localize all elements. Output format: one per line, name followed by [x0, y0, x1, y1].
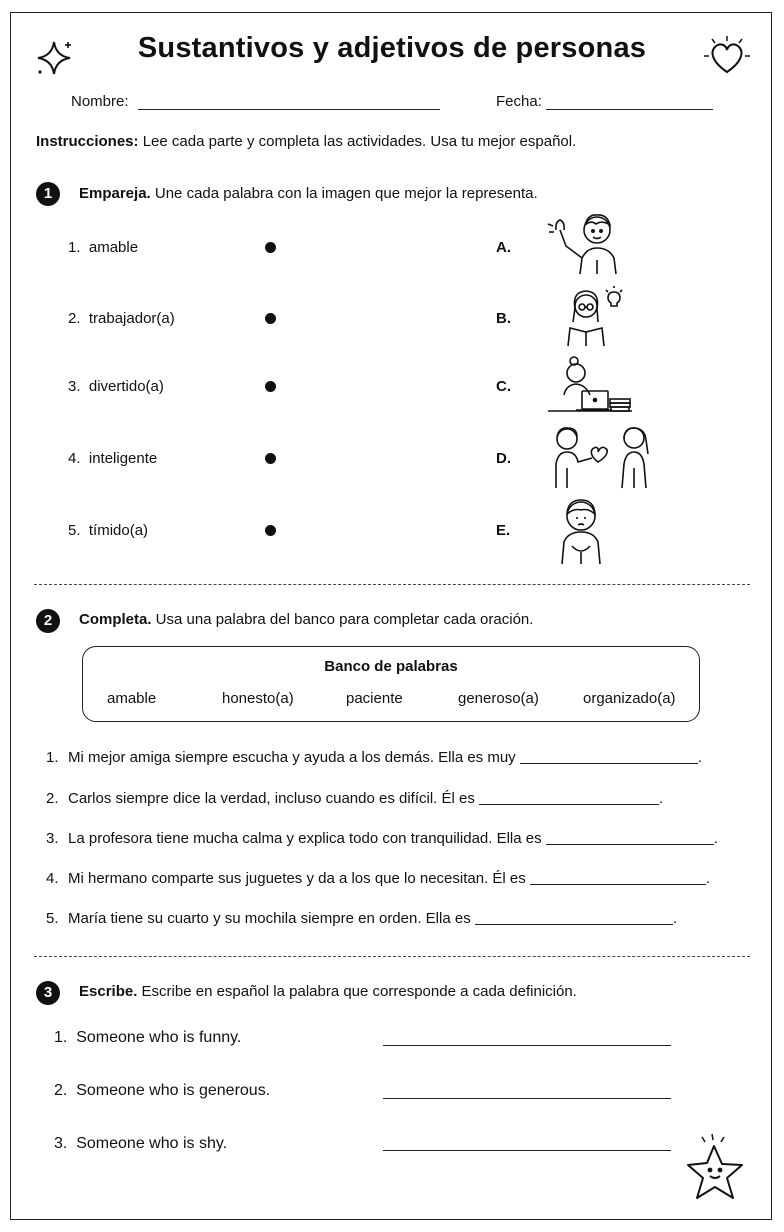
- match-letter-a: A.: [496, 239, 511, 256]
- section-divider-2: [34, 956, 750, 957]
- boy-giving-heart-icon: [550, 424, 654, 490]
- definition-answer-3[interactable]: [383, 1150, 671, 1151]
- section-2-text: Usa una palabra del banco para completar cada oración.: [151, 611, 534, 628]
- section-2-label: Completa.: [79, 611, 152, 628]
- section-1-heading: [79, 185, 538, 202]
- answer-blank-5[interactable]: [475, 924, 673, 925]
- woman-at-laptop-icon: [546, 355, 636, 415]
- bank-word-1: amable: [107, 690, 157, 707]
- match-dot-4[interactable]: [265, 453, 276, 464]
- sentence-3: 3. La profesora tiene mucha calma y explica todo con tranquilidad. Ella es .: [46, 830, 718, 847]
- shy-boy-icon: [554, 496, 608, 566]
- sentence-1: 1. Mi mejor amiga siempre escucha y ayuda a los demás. Ella es muy .: [46, 749, 703, 766]
- word-bank-title: Banco de palabras: [324, 658, 458, 675]
- section-number-1: 1: [36, 182, 60, 206]
- page-title: Sustantivos y adjetivos de personas: [137, 32, 647, 64]
- section-3-heading: [79, 983, 577, 1000]
- section-number-2: 2: [36, 609, 60, 633]
- name-field[interactable]: [138, 109, 440, 110]
- instructions: [36, 133, 576, 150]
- waving-boy-icon: [544, 208, 626, 276]
- match-letter-e: E.: [496, 522, 511, 539]
- sentence-2: 2. Carlos siempre dice la verdad, incluso cuando es difícil. Él es .: [46, 790, 664, 807]
- match-dot-5[interactable]: [265, 525, 276, 536]
- section-2-heading: [79, 611, 533, 628]
- name-label: Nombre:: [71, 93, 129, 110]
- answer-blank-2[interactable]: [479, 804, 659, 805]
- sentence-4: 4. Mi hermano comparte sus juguetes y da a los que lo necesitan. Él es .: [46, 870, 711, 887]
- bank-word-5: organizado(a): [583, 690, 676, 707]
- sentence-5: 5. María tiene su cuarto y su mochila siempre en orden. Ella es .: [46, 910, 678, 927]
- match-word-5: 5. tímido(a): [68, 522, 149, 539]
- definition-3: 3. Someone who is shy.: [54, 1135, 228, 1152]
- girl-reading-idea-icon: [560, 286, 626, 348]
- section-3-text: Escribe en español la palabra que corresponde a cada definición.: [137, 983, 577, 1000]
- definition-answer-1[interactable]: [383, 1045, 671, 1046]
- match-dot-2[interactable]: [265, 313, 276, 324]
- match-word-2: 2. trabajador(a): [68, 310, 175, 327]
- match-letter-d: D.: [496, 450, 511, 467]
- section-number-3: 3: [36, 981, 60, 1005]
- smiling-star-icon: [684, 1132, 750, 1202]
- answer-blank-4[interactable]: [530, 884, 706, 885]
- date-label: Fecha:: [496, 93, 542, 110]
- match-letter-b: B.: [496, 310, 511, 327]
- bank-word-2: honesto(a): [222, 690, 294, 707]
- definition-1: 1. Someone who is funny.: [54, 1029, 242, 1046]
- match-letter-c: C.: [496, 378, 511, 395]
- instructions-label: Instrucciones:: [36, 133, 139, 150]
- match-dot-1[interactable]: [265, 242, 276, 253]
- answer-blank-3[interactable]: [546, 844, 714, 845]
- match-word-1: 1. amable: [68, 239, 139, 256]
- definition-2: 2. Someone who is generous.: [54, 1082, 271, 1099]
- section-3-label: Escribe.: [79, 983, 138, 1000]
- match-word-3: 3. divertido(a): [68, 378, 164, 395]
- date-field[interactable]: [546, 109, 713, 110]
- section-1-label: Empareja.: [79, 185, 151, 202]
- answer-blank-1[interactable]: [520, 763, 698, 764]
- bank-word-4: generoso(a): [458, 690, 539, 707]
- section-divider-1: [34, 584, 750, 585]
- instructions-text: Lee cada parte y completa las actividades. Usa tu mejor español.: [138, 133, 577, 150]
- match-dot-3[interactable]: [265, 381, 276, 392]
- definition-answer-2[interactable]: [383, 1098, 671, 1099]
- bank-word-3: paciente: [346, 690, 403, 707]
- match-word-4: 4. inteligente: [68, 450, 158, 467]
- section-1-text: Une cada palabra con la imagen que mejor la representa.: [150, 185, 538, 202]
